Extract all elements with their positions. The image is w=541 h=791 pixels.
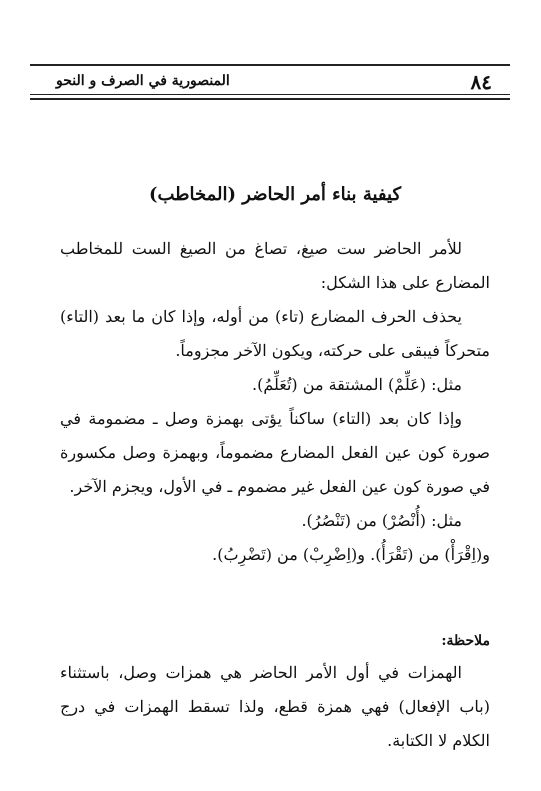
paragraph-rule-mobile: يحذف الحرف المضارع (تاء) من أوله، وإذا كان ما بعد (التاء) متحركاً فيبقى على حركته، ويكون الآخر مجزوماً. bbox=[60, 307, 490, 360]
note-text: الهمزات في أول الأمر الحاضر هي همزات وصل، باستثناء (باب الإفعال) فهي همزة قطع، ولذا تسقط الهمزات في درج الكلام لا الكتابة. bbox=[60, 663, 490, 750]
note-label: ملاحظة: bbox=[441, 633, 490, 649]
running-title: المنصورية في الصرف و النحو bbox=[56, 73, 230, 89]
paragraph-intro: للأمر الحاضر ست صيغ، تصاغ من الصيغ الست للمخاطب المضارع على هذا الشكل: bbox=[60, 239, 490, 292]
paragraph-rule-sakin: وإذا كان بعد (التاء) ساكناً يؤتى بهمزة وصل ـ مضمومة في صورة كون عين الفعل المضارع مضموماً، وبهمزة وصل مكسورة في صورة كون عين الفعل غير مضموم ـ في الأول، ويجزم الآخر. bbox=[60, 409, 490, 496]
section-title: كيفية بناء أمر الحاضر (المخاطب) bbox=[148, 184, 402, 205]
paragraph-example-3: و(اِقْرَأْ) من (تَقْرَأُ). و(اِضْرِبْ) من (تَضْرِبُ). bbox=[212, 545, 490, 564]
paragraph-example-1: مثل: (عَلِّمْ) المشتقة من (تُعَلِّمُ). bbox=[251, 375, 462, 394]
page-content bbox=[60, 180, 490, 758]
page-number: ٨٤ bbox=[470, 70, 492, 94]
page-header bbox=[30, 64, 510, 100]
paragraph-example-2: مثل: (أُنْصُرْ) من (تَنْصُرُ). bbox=[301, 511, 462, 530]
